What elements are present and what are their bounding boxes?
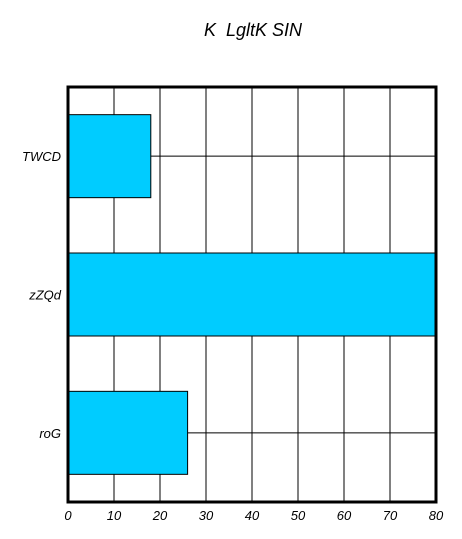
bar-TWCD: [68, 115, 151, 198]
chart-title: K LgltK SIN: [203, 20, 303, 40]
x-tick-label: 10: [106, 508, 122, 523]
x-tick-label: 0: [64, 508, 72, 523]
bar-zZQd: [68, 253, 436, 336]
x-axis-ticks: [64, 508, 444, 523]
x-tick-label: 80: [428, 508, 444, 523]
x-tick-label: 40: [244, 508, 260, 523]
x-tick-label: 60: [336, 508, 352, 523]
y-axis-labels: [22, 149, 62, 441]
x-tick-label: 70: [382, 508, 398, 523]
bar-roG: [68, 391, 188, 474]
y-category-label: zZQd: [29, 287, 61, 303]
x-tick-label: 50: [290, 508, 306, 523]
y-category-label: roG: [39, 425, 61, 441]
y-category-label: TWCD: [22, 149, 61, 165]
x-tick-label: 20: [152, 508, 168, 523]
x-tick-label: 30: [198, 508, 214, 523]
